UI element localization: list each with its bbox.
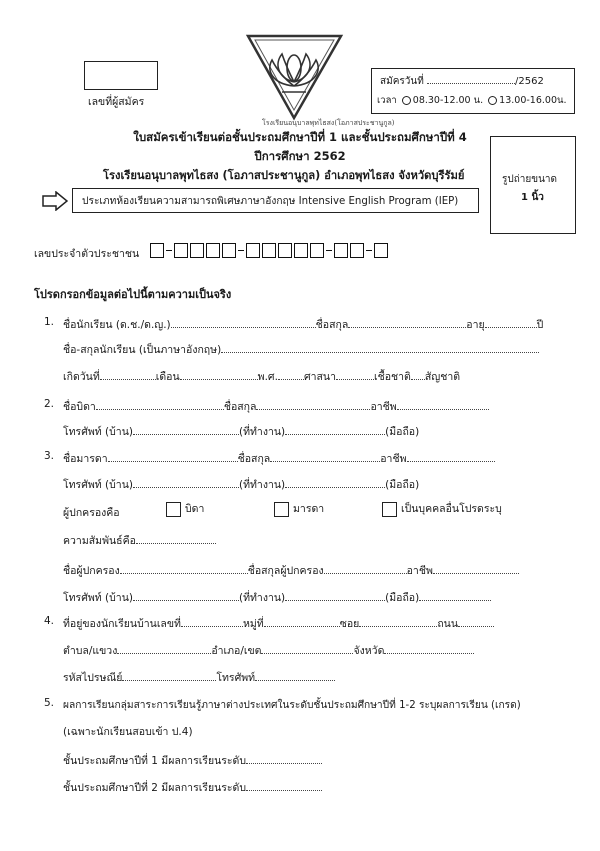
s1-row-name <box>63 316 543 333</box>
father-job-label: อาชีพ <box>370 401 397 413</box>
guardian-surname-field[interactable] <box>324 564 407 574</box>
time-slot-afternoon-radio[interactable] <box>488 96 497 105</box>
grade2-result-field[interactable] <box>246 781 322 791</box>
program-title: ประเภทห้องเรียนความสามารถพิเศษภาษาอังกฤษ Intensive English Program (IEP) <box>82 196 459 207</box>
id-digit-box[interactable] <box>310 243 324 258</box>
arrow-right-icon <box>42 191 68 215</box>
student-english-name-label: ชื่อ-สกุลนักเรียน (เป็นภาษาอังกฤษ) <box>63 344 222 356</box>
school-seal-text: โรงเรียนอนุบาลพุทไธสง(โอภาสประชานูกูล) <box>262 119 395 127</box>
tambon-label: ตำบล/แขวง <box>63 645 118 657</box>
father-name-field[interactable] <box>96 400 224 410</box>
id-digit-box[interactable] <box>350 243 364 258</box>
student-age-label: อายุ <box>466 319 485 331</box>
guardian-home-phone-label: โทรศัพท์ (บ้าน) <box>63 592 133 604</box>
s3-row-name <box>63 450 495 467</box>
province-field[interactable] <box>384 644 474 654</box>
s1-num: 1. <box>44 316 55 328</box>
s5-note: (เฉพาะนักเรียนสอบเข้า ป.4) <box>63 726 193 738</box>
guardian-label: ผู้ปกครองคือ <box>63 507 120 519</box>
guardian-other-checkbox[interactable] <box>382 502 397 517</box>
road-label: ถนน <box>437 618 459 630</box>
grade2-result-label: ชั้นประถมศึกษาปีที่ 2 มีผลการเรียนระดับ <box>63 782 247 794</box>
application-time-row <box>377 93 567 108</box>
father-mobile-label: (มือถือ) <box>385 426 420 438</box>
s4-row-zip <box>63 669 335 686</box>
guardian-option-mother[interactable] <box>274 500 324 517</box>
guardian-surname-label: ชื่อสกุลผู้ปกครอง <box>247 565 324 577</box>
nationality-label: สัญชาติ <box>424 371 461 383</box>
s5-row-grade2 <box>63 779 322 796</box>
father-surname-field[interactable] <box>256 400 370 410</box>
school-logo <box>242 30 347 122</box>
father-home-phone-label: โทรศัพท์ (บ้าน) <box>63 426 133 438</box>
id-digit-box[interactable] <box>294 243 308 258</box>
address-phone-label: โทรศัพท์ <box>216 672 256 684</box>
student-age-field[interactable] <box>485 318 537 328</box>
guardian-work-phone-field[interactable] <box>285 591 385 601</box>
id-digit-box[interactable] <box>246 243 260 258</box>
mother-job-field[interactable] <box>407 452 495 462</box>
relation-field[interactable] <box>136 534 216 544</box>
mother-mobile-label: (มือถือ) <box>385 479 420 491</box>
form-title: ใบสมัครเข้าเรียนต่อชั้นประถมศึกษาปีที่ 1 และชั้นประถมศึกษาปีที่ 4 <box>133 130 467 144</box>
guardian-father-label: บิดา <box>185 503 205 515</box>
s4-row-address <box>63 615 494 632</box>
father-work-phone-field[interactable] <box>285 425 385 435</box>
mother-work-phone-label: (ที่ทำงาน) <box>238 479 286 491</box>
guardian-mother-label: มารดา <box>293 503 325 515</box>
race-field[interactable] <box>411 370 425 380</box>
application-date-label: สมัครวันที่ <box>380 76 424 87</box>
student-age-unit: ปี <box>536 319 544 331</box>
id-digit-box[interactable] <box>222 243 236 258</box>
religion-field[interactable] <box>336 370 374 380</box>
application-date-row <box>380 74 544 89</box>
time-slot-afternoon-label: 13.00-16.00น. <box>499 95 567 106</box>
id-digit-box[interactable] <box>190 243 204 258</box>
guardian-name-label: ชื่อผู้ปกครอง <box>63 565 120 577</box>
s3-num: 3. <box>44 450 55 462</box>
id-digit-box[interactable] <box>174 243 188 258</box>
mother-job-label: อาชีพ <box>380 453 407 465</box>
s2-num: 2. <box>44 398 55 410</box>
zip-field[interactable] <box>122 671 216 681</box>
birth-day-field[interactable] <box>100 370 156 380</box>
application-date-field[interactable] <box>427 74 515 84</box>
guardian-option-father[interactable] <box>166 500 204 517</box>
religion-label: ศาสนา <box>303 371 336 383</box>
guardian-job-field[interactable] <box>433 564 519 574</box>
guardian-name-field[interactable] <box>120 564 248 574</box>
s5-num: 5. <box>44 697 55 709</box>
house-number-label: ที่อยู่ของนักเรียนบ้านเลขที่ <box>63 618 181 630</box>
id-digit-box[interactable] <box>206 243 220 258</box>
guardian-option-other[interactable] <box>382 500 502 517</box>
amphoe-label: อำเภอ/เขต <box>211 645 262 657</box>
student-surname-field[interactable] <box>348 318 466 328</box>
mother-name-label: ชื่อมารดา <box>63 453 108 465</box>
s4-row-district <box>63 642 474 659</box>
father-job-field[interactable] <box>397 400 489 410</box>
s3-row-gphone <box>63 589 491 606</box>
guardian-home-phone-field[interactable] <box>133 591 239 601</box>
mother-name-field[interactable] <box>108 452 238 462</box>
grade1-result-label: ชั้นประถมศึกษาปีที่ 1 มีผลการเรียนระดับ <box>63 755 247 767</box>
grade1-result-field[interactable] <box>246 754 322 764</box>
student-name-label: ชื่อนักเรียน (ด.ช./ด.ญ.) <box>63 319 171 331</box>
house-number-field[interactable] <box>181 617 243 627</box>
moo-field[interactable] <box>264 617 340 627</box>
time-slot-morning-label: 08.30-12.00 น. <box>412 95 484 106</box>
student-name-field[interactable] <box>171 318 316 328</box>
time-slot-morning-radio[interactable] <box>402 96 411 105</box>
race-label: เชื้อชาติ <box>373 371 411 383</box>
father-surname-label: ชื่อสกุล <box>223 401 257 413</box>
relation-label: ความสัมพันธ์คือ <box>63 535 136 547</box>
address-phone-field[interactable] <box>255 671 335 681</box>
s5-row-grade1 <box>63 752 322 769</box>
applicant-number-label: เลขที่ผู้สมัคร <box>88 96 145 108</box>
national-id-label: เลขประจำตัวประชาชน <box>34 248 140 260</box>
s3-row-phone <box>63 476 419 493</box>
father-work-phone-label: (ที่ทำงาน) <box>238 426 286 438</box>
road-field[interactable] <box>458 617 494 627</box>
id-digit-box[interactable] <box>334 243 348 258</box>
mother-surname-field[interactable] <box>270 452 380 462</box>
birth-month-label: เดือน <box>155 371 180 383</box>
birth-day-label: เกิดวันที่ <box>63 371 100 383</box>
s2-row-name <box>63 398 489 415</box>
mother-home-phone-label: โทรศัพท์ (บ้าน) <box>63 479 133 491</box>
s3-row-guardian <box>63 562 519 579</box>
guardian-work-phone-label: (ที่ทำงาน) <box>238 592 286 604</box>
amphoe-field[interactable] <box>261 644 353 654</box>
id-digit-box[interactable] <box>262 243 276 258</box>
applicant-number-box[interactable] <box>84 61 158 90</box>
father-name-label: ชื่อบิดา <box>63 401 96 413</box>
school-seal-icon <box>242 30 347 122</box>
id-digit-box[interactable] <box>150 243 164 258</box>
guardian-father-checkbox[interactable] <box>166 502 181 517</box>
moo-label: หมู่ที่ <box>242 618 264 630</box>
province-label: จังหวัด <box>353 645 385 657</box>
s1-row-eng <box>63 341 539 358</box>
tambon-field[interactable] <box>117 644 211 654</box>
student-surname-label: ชื่อสกุล <box>315 319 349 331</box>
id-digit-box[interactable] <box>278 243 292 258</box>
guardian-other-label: เป็นบุคคลอื่นโปรดระบุ <box>401 503 502 515</box>
soi-label: ซอย <box>339 618 360 630</box>
s5-description: ผลการเรียนกลุ่มสาระการเรียนรู้ภาษาต่างประเทศในระดับชั้นประถมศึกษาปีที่ 1-2 ระบุผลการเรียน (เกรด) <box>63 700 521 711</box>
birth-year-label: พ.ศ. <box>257 371 278 383</box>
academic-year: ปีการศึกษา 2562 <box>254 149 346 163</box>
application-year: /2562 <box>515 76 544 87</box>
soi-field[interactable] <box>359 617 437 627</box>
s4-num: 4. <box>44 615 55 627</box>
guardian-job-label: อาชีพ <box>406 565 433 577</box>
id-digit-box[interactable] <box>374 243 388 258</box>
guardian-mobile-label: (มือถือ) <box>385 592 420 604</box>
birth-month-field[interactable] <box>180 370 258 380</box>
mother-home-phone-field[interactable] <box>133 478 239 488</box>
student-english-name-field[interactable] <box>221 343 539 353</box>
photo-size-label: รูปถ่ายขนาด <box>502 174 558 185</box>
instruction: โปรดกรอกข้อมูลต่อไปนี้ตามความเป็นจริง <box>34 288 232 301</box>
national-id-boxes[interactable] <box>149 240 389 259</box>
mother-surname-label: ชื่อสกุล <box>237 453 271 465</box>
s2-row-phone <box>63 423 419 440</box>
guardian-mobile-field[interactable] <box>419 591 491 601</box>
application-time-label: เวลา <box>377 95 397 106</box>
birth-year-field[interactable] <box>278 370 304 380</box>
zip-label: รหัสไปรษณีย์ <box>63 672 123 684</box>
father-home-phone-field[interactable] <box>133 425 239 435</box>
s1-row-birth <box>63 368 460 385</box>
photo-size-value: 1 นิ้ว <box>521 192 544 203</box>
s3-row-relation <box>63 532 216 549</box>
guardian-mother-checkbox[interactable] <box>274 502 289 517</box>
school-name: โรงเรียนอนุบาลพุทไธสง (โอภาสประชานูกูล) อำเภอพุทไธสง จังหวัดบุรีรัมย์ <box>103 169 465 182</box>
mother-work-phone-field[interactable] <box>285 478 385 488</box>
